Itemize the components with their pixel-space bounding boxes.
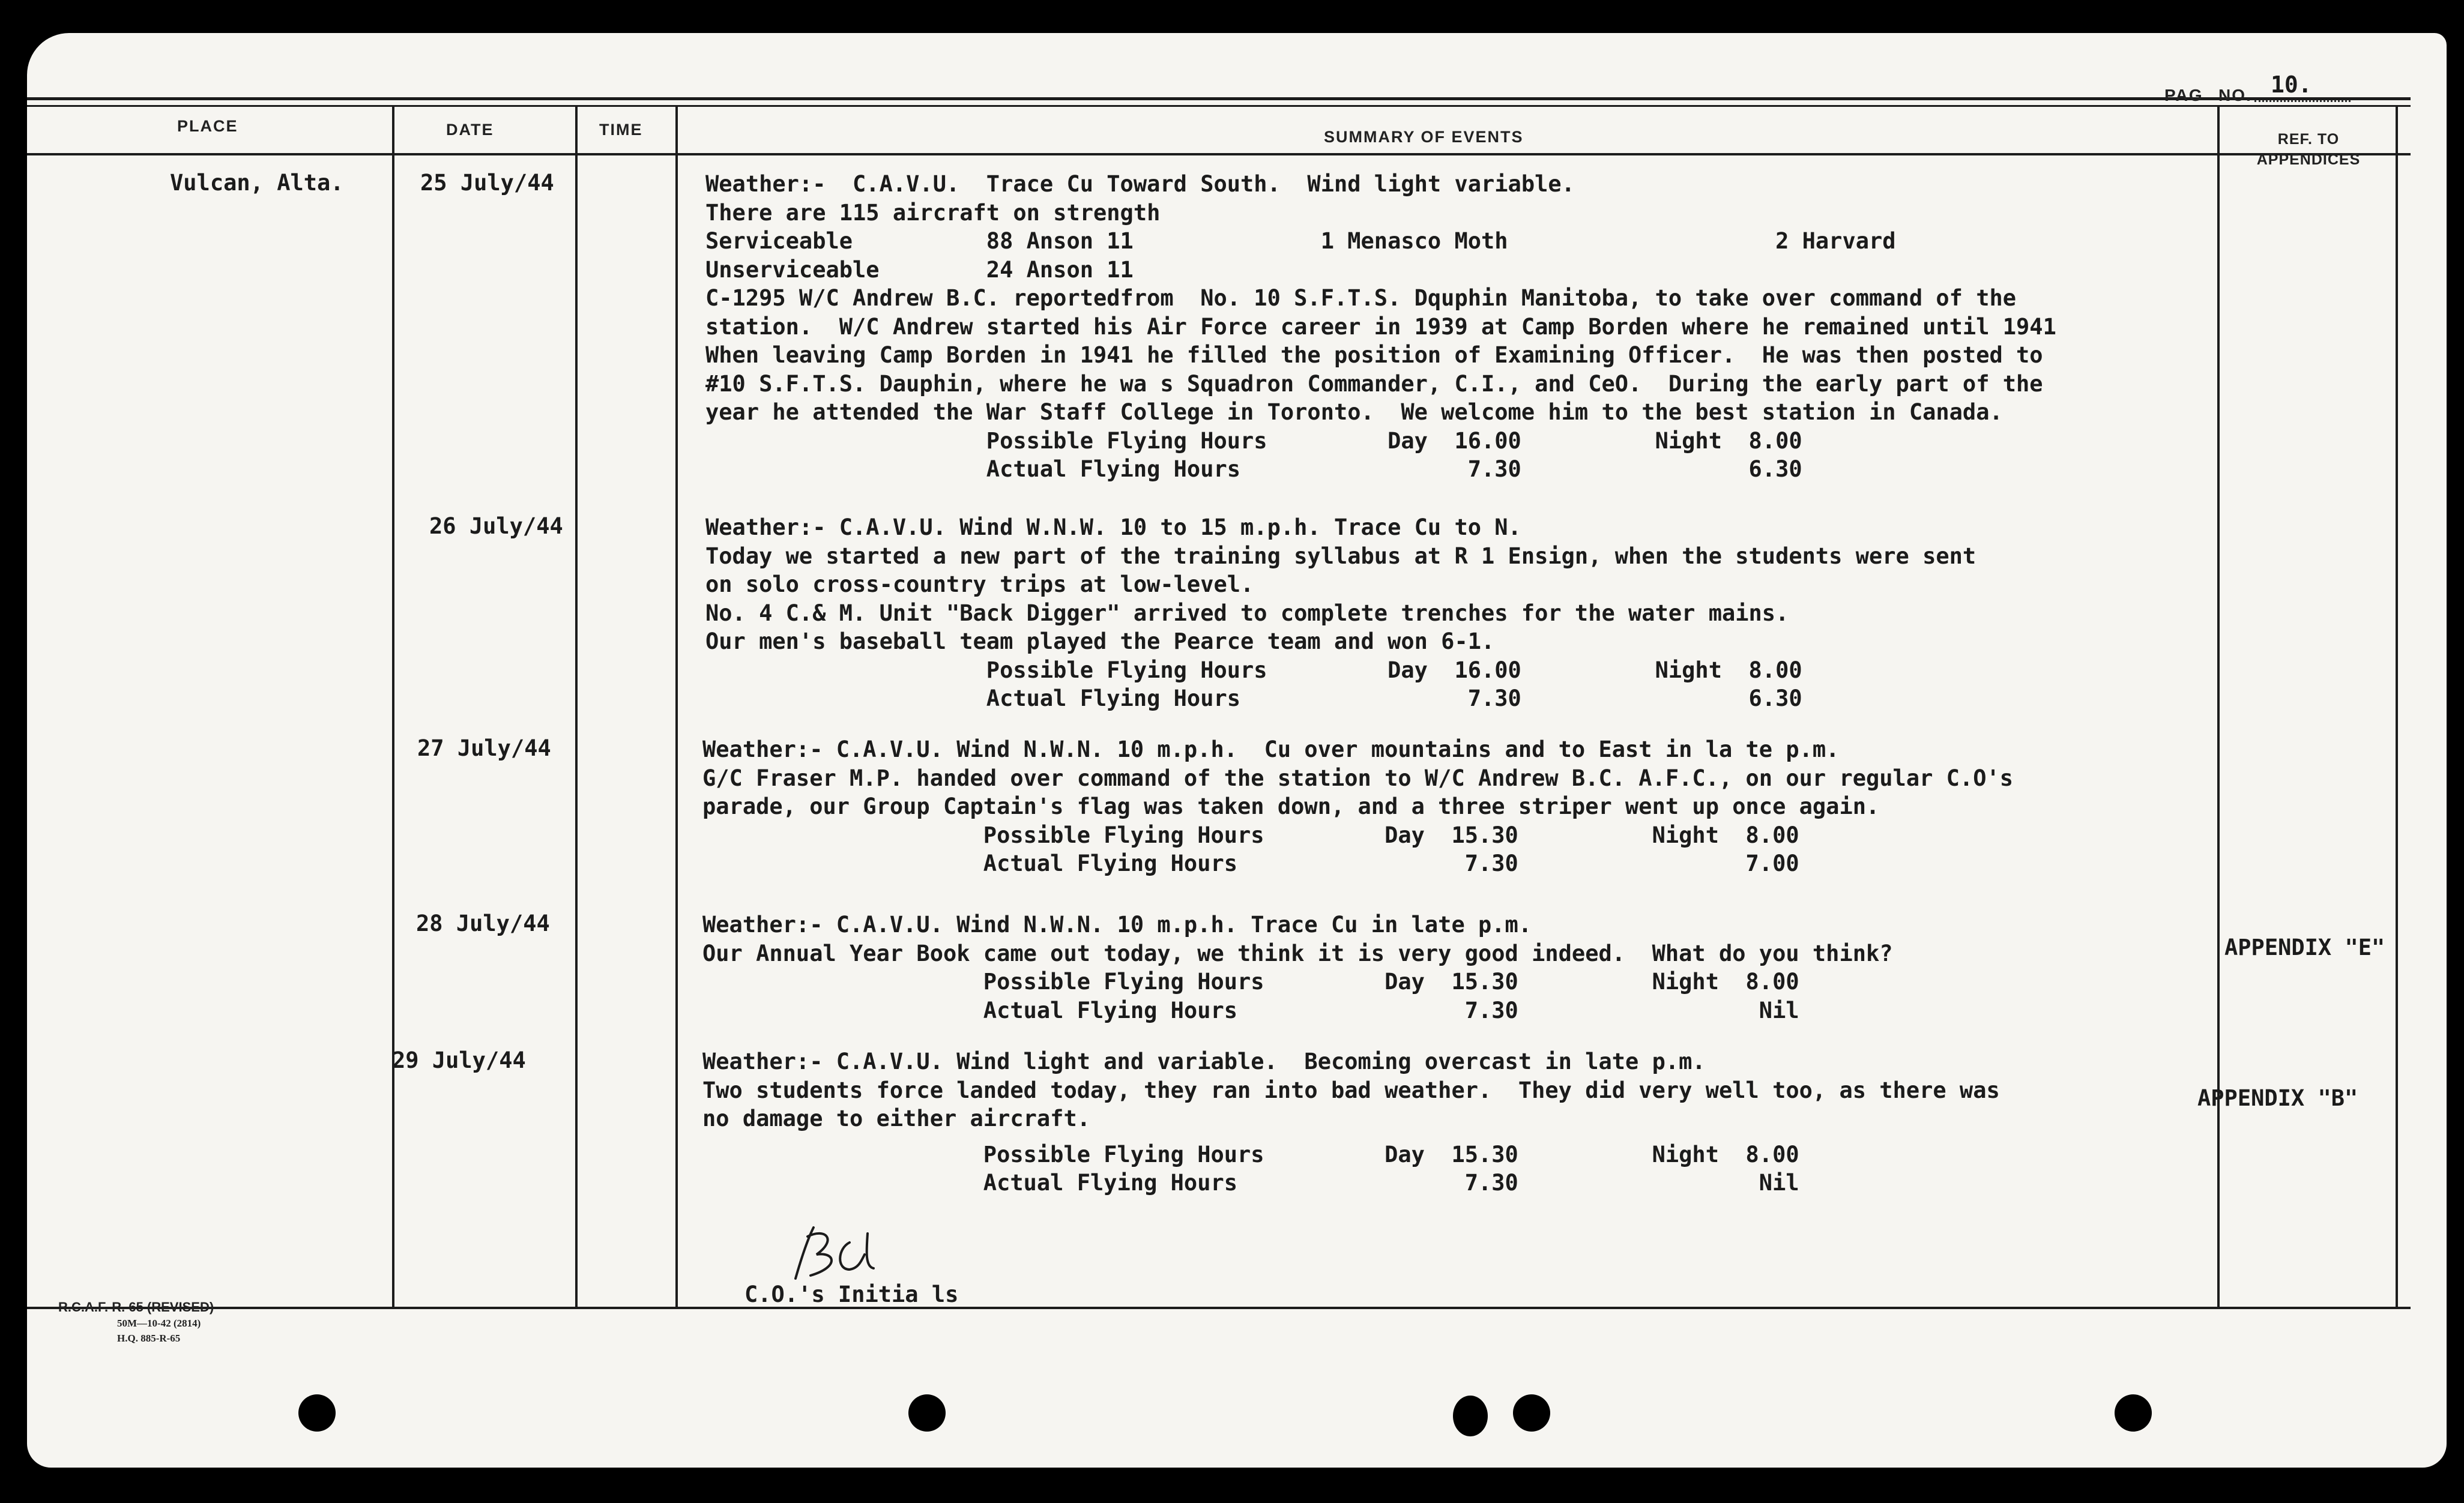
summary-line: G/C Fraser M.P. handed over command of the station to W/C Andrew B.C. A.F.C., on our regular C.O's xyxy=(702,765,2014,791)
summary-line: station. W/C Andrew started his Air Force career in 1939 at Camp Borden where he remained until 1941 xyxy=(705,313,2056,340)
summary-line: Two students force landed today, they ran into bad weather. They did very well too, as there was xyxy=(702,1077,2000,1103)
summary-line: Serviceable 88 Anson 11 1 Menasco Moth 2 Harvard xyxy=(705,228,1896,254)
header-ref-line1: REF. TO xyxy=(2277,131,2340,148)
summary-line: No. 4 C.& M. Unit "Back Digger" arrived to complete trenches for the water mains. xyxy=(705,600,1789,626)
summary-line: no damage to either aircraft. xyxy=(702,1106,1091,1131)
summary-line: Weather:- C.A.V.U. Wind N.W.N. 10 m.p.h. Cu over mountains and to East in la te p.m. xyxy=(702,736,1840,762)
header-summary: SUMMARY OF EVENTS xyxy=(1324,128,1524,146)
summary-line: Possible Flying Hours Day 16.00 Night 8.00 xyxy=(705,657,1802,683)
summary-line: Our Annual Year Book came out today, we think it is very good indeed. What do you think? xyxy=(702,940,1893,966)
entry-summary xyxy=(705,170,2056,484)
header-rule xyxy=(27,153,2411,155)
entry-date: 27 July/44 xyxy=(417,735,551,761)
form-print-code: 50M—10-42 (2814) xyxy=(117,1318,201,1329)
header-ref-line2: APPENDICES xyxy=(2256,151,2361,168)
summary-line: Weather:- C.A.V.U. Wind light and variable. Becoming overcast in late p.m. xyxy=(702,1049,1706,1074)
entry-summary xyxy=(705,513,1976,713)
summary-line: There are 115 aircraft on strength xyxy=(705,199,1161,226)
summary-line: on solo cross-country trips at low-level. xyxy=(705,571,1254,597)
summary-line: Possible Flying Hours Day 15.30 Night 8.00 xyxy=(702,1141,1799,1167)
appendix-reference: APPENDIX "B" xyxy=(2197,1085,2358,1111)
binder-hole xyxy=(1513,1394,1550,1432)
col-divider-place xyxy=(392,105,394,1307)
col-divider-date xyxy=(575,105,578,1307)
form-hq-code: H.Q. 885-R-65 xyxy=(117,1333,181,1344)
ledger-sheet xyxy=(27,33,2447,1468)
page-label: PAG xyxy=(2164,86,2203,104)
page-no-underline xyxy=(2254,100,2351,102)
entry-date: 25 July/44 xyxy=(420,170,554,196)
binder-hole xyxy=(1453,1396,1488,1436)
entry-date: 26 July/44 xyxy=(429,513,563,539)
summary-line: Possible Flying Hours Day 16.00 Night 8.00 xyxy=(705,427,1802,454)
summary-line: Actual Flying Hours 7.30 7.00 xyxy=(702,851,1799,876)
entry-date: 29 July/44 xyxy=(392,1047,526,1073)
entry-summary xyxy=(702,1047,2000,1197)
co-initials-label: C.O.'s Initia ls xyxy=(744,1282,959,1307)
summary-line: Possible Flying Hours Day 15.30 Night 8.00 xyxy=(702,969,1799,995)
entry-date: 28 July/44 xyxy=(416,911,550,936)
col-divider-ref xyxy=(2396,105,2398,1307)
summary-line: Our men's baseball team played the Pearce team and won 6-1. xyxy=(705,628,1495,654)
bottom-rule xyxy=(27,1307,2411,1309)
summary-line: Weather:- C.A.V.U. Wind N.W.N. 10 m.p.h. Trace Cu in late p.m. xyxy=(702,912,1532,938)
page-number: 10. xyxy=(2271,71,2312,98)
col-divider-summary xyxy=(2217,105,2220,1307)
top-rule-inner xyxy=(27,105,2411,107)
summary-line: Possible Flying Hours Day 15.30 Night 8.00 xyxy=(702,822,1799,848)
binder-hole xyxy=(908,1394,946,1432)
summary-line: Weather:- C.A.V.U. Trace Cu Toward South. Wind light variable. xyxy=(705,171,1575,197)
appendix-reference: APPENDIX "E" xyxy=(2224,935,2385,960)
page-no-label: NO. xyxy=(2218,86,2252,104)
place-cell: Vulcan, Alta. xyxy=(170,170,344,196)
binder-hole xyxy=(2115,1394,2152,1432)
co-initials-signature xyxy=(784,1221,892,1288)
header-ref-appendices xyxy=(2221,129,2396,170)
summary-line: Actual Flying Hours 7.30 6.30 xyxy=(705,456,1802,482)
summary-line: #10 S.F.T.S. Dauphin, where he wa s Squadron Commander, C.I., and CeO. During the early part of the xyxy=(705,370,2043,397)
summary-line: Actual Flying Hours 7.30 Nil xyxy=(702,997,1799,1023)
form-number: R.C.A.F. R. 65 (REVISED) xyxy=(58,1300,214,1315)
summary-line: Actual Flying Hours 7.30 6.30 xyxy=(705,685,1802,711)
header-date: DATE xyxy=(446,121,494,139)
summary-line: Weather:- C.A.V.U. Wind W.N.W. 10 to 15 m.p.h. Trace Cu to N. xyxy=(705,514,1521,540)
header-place: PLACE xyxy=(177,117,238,135)
top-rule xyxy=(27,97,2411,100)
binder-hole xyxy=(298,1394,336,1432)
summary-line: parade, our Group Captain's flag was taken down, and a three striper went up once again. xyxy=(702,794,1880,819)
summary-line: Unserviceable 24 Anson 11 xyxy=(705,256,1134,283)
entry-summary xyxy=(702,911,1893,1025)
entry-summary xyxy=(702,735,2013,878)
col-divider-time xyxy=(675,105,678,1307)
header-time: TIME xyxy=(599,121,643,139)
summary-line: Actual Flying Hours 7.30 Nil xyxy=(702,1170,1799,1196)
summary-line: C-1295 W/C Andrew B.C. reportedfrom No. 10 S.F.T.S. Dquphin Manitoba, to take over command of the xyxy=(705,285,2017,311)
summary-line: When leaving Camp Borden in 1941 he filled the position of Examining Officer. He was then posted to xyxy=(705,342,2043,368)
summary-line: year he attended the War Staff College in Toronto. We welcome him to the best station in Canada. xyxy=(705,399,2003,425)
summary-line: Today we started a new part of the training syllabus at R 1 Ensign, when the students were sent xyxy=(705,543,1976,569)
